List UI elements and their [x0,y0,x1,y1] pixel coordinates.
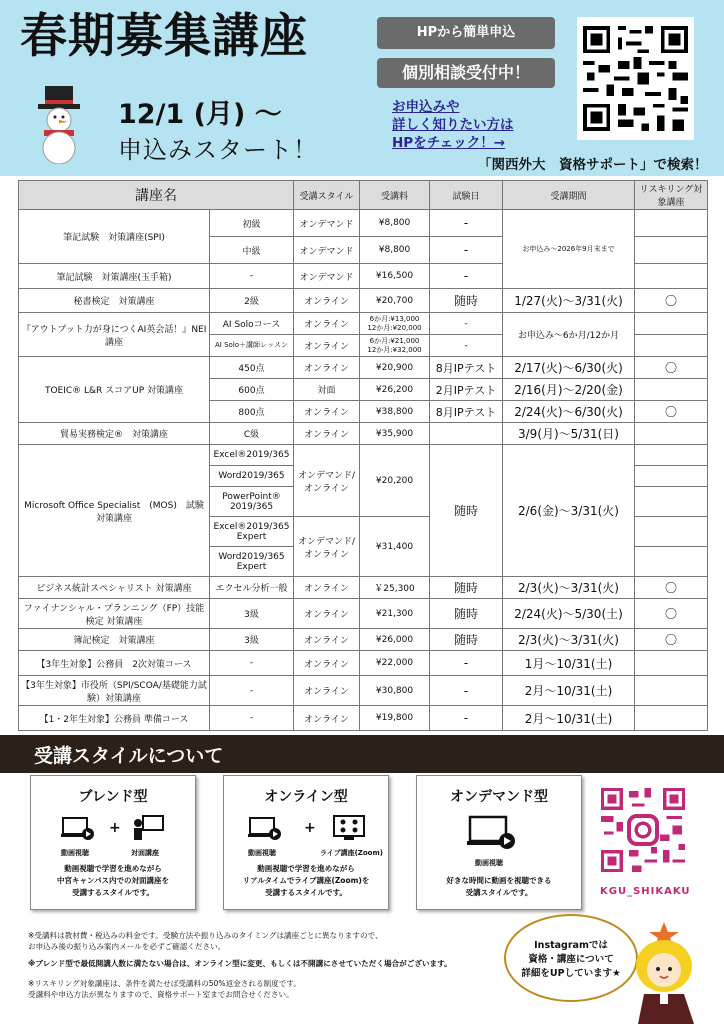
table-row [19,629,708,651]
exam-date: 8月IPテスト [430,401,503,423]
reskilling [635,676,708,706]
style: オンライン [294,651,360,676]
table-row [19,706,708,731]
course-name: 秘書検定 対策講座 [19,289,210,313]
video-label: 動画視聴 [248,849,276,857]
qr-code[interactable] [577,17,694,140]
exam-date: 随時 [430,599,503,629]
video-label: 動画視聴 [475,859,503,867]
ondemand-style-card [416,775,582,910]
page-title: 春期募集講座 [20,9,308,64]
style: オンデマンド [294,237,360,264]
card-title: オンデマンド型 [450,789,548,805]
course-name: Microsoft Office Specialist (MOS) 試験 対策講座 [19,445,210,577]
table-row [19,210,708,237]
reskilling: 〇 [635,289,708,313]
level: - [210,706,294,731]
level: - [210,676,294,706]
level: Excel®2019/365 Expert [210,517,294,547]
exam-date: - [430,335,503,357]
exam-date: 随時 [430,629,503,651]
col-period: 受講期間 [503,181,635,210]
course-name: ビジネス統計スペシャリスト 対策講座 [19,577,210,599]
reskilling [635,264,708,289]
level: Word2019/365 Expert [210,547,294,577]
fee: ¥20,900 [360,357,430,379]
fee: ¥31,400 [360,517,430,577]
note-line: 受講料や申込方法が異なりますので、資格サポート室までお問合せください。 [28,990,294,999]
styles-section-title: 受講スタイルについて [34,745,224,767]
note-line: お申込み後の振り込み案内メールを必ずご確認ください。 [28,942,226,951]
hp-check-link[interactable] [392,98,514,152]
level: エクセル分析一般 [210,577,294,599]
reskilling [635,466,708,487]
instagram-speech-bubble [504,914,638,1002]
style: オンライン [294,313,360,335]
course-name: ファイナンシャル・プランニング（FP）技能検定 対策講座 [19,599,210,629]
style: オンデマンド [294,210,360,237]
course-table [18,180,708,731]
level: 中級 [210,237,294,264]
period: 2/6(金)～3/31(火) [503,445,635,577]
course-name: 貿易実務検定® 対策講座 [19,423,210,445]
apply-online-button[interactable]: HPから簡単申込 [377,17,555,49]
reskilling [635,547,708,577]
blend-style-card [30,775,196,910]
style: オンライン [294,289,360,313]
note-line: ※ブレンド型で最低開講人数に満たない場合は、オンライン型に変更、もしくは不開講にさせていただく場合がございます。 [28,959,452,968]
fee-6m: 6か月:¥13,000 [369,314,420,323]
style: オンデマンド/オンライン [294,445,360,517]
style: オンライン [294,599,360,629]
card-title: ブレンド型 [78,789,148,805]
desc-line: 動画視聴で学習を進めながら [257,864,355,873]
zoom-live-icon [332,814,366,844]
level: AI Solo＋講師レッスン [210,335,294,357]
card-description [417,875,581,899]
video-icon [248,816,282,842]
col-style: 受講スタイル [294,181,360,210]
fee: ¥16,500 [360,264,430,289]
course-name: TOEIC® L&R スコアUP 対策講座 [19,357,210,423]
reskilling [635,487,708,517]
reskilling [635,706,708,731]
style: オンライン [294,401,360,423]
col-fee: 受講料 [360,181,430,210]
level: Word2019/365 [210,466,294,487]
styles-section-header [0,735,724,773]
fee: ¥22,000 [360,651,430,676]
card-description [31,863,195,899]
fee: ¥19,800 [360,706,430,731]
start-text: 申込みスタート！ [118,136,318,164]
exam-date: - [430,313,503,335]
period: お申込み～2026年9月末まで [503,210,635,289]
style: 対面 [294,379,360,401]
reskilling: 〇 [635,357,708,379]
style: オンライン [294,423,360,445]
notes [28,930,452,1000]
period: 2/3(火)～3/31(火) [503,577,635,599]
exam-date: - [430,651,503,676]
level: 3級 [210,599,294,629]
style: オンライン [294,577,360,599]
reskilling [635,423,708,445]
bubble-line: 資格・講座について [528,954,614,965]
reskilling [635,379,708,401]
table-row [19,651,708,676]
live-label: ライブ講座(Zoom) [320,849,383,857]
fee: ¥8,800 [360,210,430,237]
level: 初級 [210,210,294,237]
style: オンライン [294,706,360,731]
exam-date: 2月IPテスト [430,379,503,401]
fee [360,313,430,335]
level: C級 [210,423,294,445]
period: 2/3(火)～3/31(火) [503,629,635,651]
fee-12m: 12か月:¥32,000 [367,345,422,354]
consult-button[interactable]: 個別相談受付中！ [377,58,555,88]
fee: ¥20,700 [360,289,430,313]
card-title: オンライン型 [264,789,348,805]
fee: ¥21,300 [360,599,430,629]
reskilling [635,651,708,676]
exam-date: 8月IPテスト [430,357,503,379]
classroom-label: 対面講座 [131,849,159,857]
header-banner [0,0,724,176]
exam-date: 随時 [430,445,503,577]
reskilling [635,313,708,335]
check-line-2: 詳しく知りたい方は [392,117,514,133]
fee: ￥25,300 [360,577,430,599]
snowman-icon [30,84,90,164]
desc-line: 動画視聴で学習を進めながら [64,864,162,873]
search-hint: 「関西外大 資格サポート」で検索！ [478,157,708,173]
desc-line: 好きな時間に動画を視聴できる [446,876,552,885]
style: オンライン [294,357,360,379]
level: 800点 [210,401,294,423]
reskilling [635,210,708,237]
level: 2級 [210,289,294,313]
style: オンデマンド [294,264,360,289]
period: 2/24(火)～5/30(土) [503,599,635,629]
fee-12m: 12か月:¥20,000 [367,323,422,332]
plus-icon: + [109,820,121,836]
reskilling: 〇 [635,599,708,629]
exam-date: - [430,706,503,731]
level: PowerPoint® 2019/365 [210,487,294,517]
fee: ¥30,800 [360,676,430,706]
video-icon [61,816,95,842]
reskilling [635,237,708,264]
instagram-qr-code[interactable] [598,785,688,875]
col-exam-date: 試験日 [430,181,503,210]
reskilling [635,517,708,547]
fee: ¥20,200 [360,445,430,517]
bubble-line: Instagramでは [534,940,608,951]
exam-date: - [430,264,503,289]
period: お申込み～6か月/12か月 [503,313,635,357]
desc-line: リアルタイムでライブ講座(Zoom)を [242,876,370,885]
period: 2/17(火)～6/30(火) [503,357,635,379]
style: オンライン [294,629,360,651]
level: 3級 [210,629,294,651]
video-label: 動画視聴 [61,849,89,857]
desc-line: 受講するスタイルです。 [265,888,347,897]
fee: ¥35,900 [360,423,430,445]
reskilling [635,445,708,466]
table-row [19,289,708,313]
period: 1月～10/31(土) [503,651,635,676]
online-style-card [223,775,389,910]
table-row [19,423,708,445]
style: オンライン [294,676,360,706]
note-line: ※リスキリング対象講座は、条件を満たせば受講料の50%返金される制度です。 [28,979,301,988]
course-name: 『アウトプット力が身につくAI英会話！』NEI講座 [19,313,210,357]
table-row [19,313,708,335]
check-line-1: お申込みや [392,99,460,115]
table-header-row [19,181,708,210]
course-name: 【3年生対象】市役所（SPI/SCOA/基礎能力試験）対策講座 [19,676,210,706]
level: - [210,651,294,676]
course-name: 【3年生対象】公務員 2次対策コース [19,651,210,676]
exam-date: - [430,237,503,264]
start-date: 12/1 (月) ～ [118,99,282,130]
style: オンライン [294,335,360,357]
fee: ¥26,000 [360,629,430,651]
check-line-3: HPをチェック！→ [392,135,506,151]
level: Excel®2019/365 [210,445,294,466]
table-row [19,445,708,466]
reskilling: 〇 [635,629,708,651]
note-line: ※受講料は教材費・税込みの料金です。受験方法や振り込みのタイミングは講座ごとに異なりますので、 [28,931,383,940]
reskilling: 〇 [635,401,708,423]
table-row [19,357,708,379]
instagram-handle[interactable]: KGU_SHIKAKU [600,886,691,897]
fee: ¥8,800 [360,237,430,264]
exam-date: 随時 [430,289,503,313]
fee [360,335,430,357]
period: 3/9(月)～5/31(日) [503,423,635,445]
style: オンデマンド/オンライン [294,517,360,577]
col-reskilling: リスキリング対象講座 [635,181,708,210]
course-name: 筆記試験 対策講座(玉手箱) [19,264,210,289]
period: 2/24(火)～6/30(火) [503,401,635,423]
table-row [19,577,708,599]
plus-icon: + [304,820,316,836]
course-name: 筆記試験 対策講座(SPI) [19,210,210,264]
course-name: 簿記検定 対策講座 [19,629,210,651]
exam-date: 随時 [430,577,503,599]
fee: ¥26,200 [360,379,430,401]
exam-date: - [430,676,503,706]
period: 2月～10/31(土) [503,676,635,706]
level: 450点 [210,357,294,379]
desc-line: 受講するスタイルです。 [72,888,154,897]
level: 600点 [210,379,294,401]
reskilling: 〇 [635,577,708,599]
classroom-icon [131,814,165,844]
desc-line: 受講スタイルです。 [465,888,533,897]
exam-date: - [430,210,503,237]
period: 2月～10/31(土) [503,706,635,731]
mascot-character-icon [624,918,720,1024]
card-description [224,863,388,899]
period: 1/27(火)～3/31(火) [503,289,635,313]
level: - [210,264,294,289]
table-row [19,676,708,706]
period: 2/16(月)～2/20(金) [503,379,635,401]
video-icon [467,814,517,854]
table-row [19,599,708,629]
fee-6m: 6か月:¥21,000 [369,336,420,345]
col-course-name: 講座名 [19,181,294,210]
fee: ¥38,800 [360,401,430,423]
exam-date [430,423,503,445]
bubble-line: 詳細をUPしています★ [521,968,621,979]
level: AI Soloコース [210,313,294,335]
reskilling [635,335,708,357]
desc-line: 中宮キャンパス内での対面講座を [57,876,169,885]
course-name: 【1・2年生対象】公務員 準備コース [19,706,210,731]
